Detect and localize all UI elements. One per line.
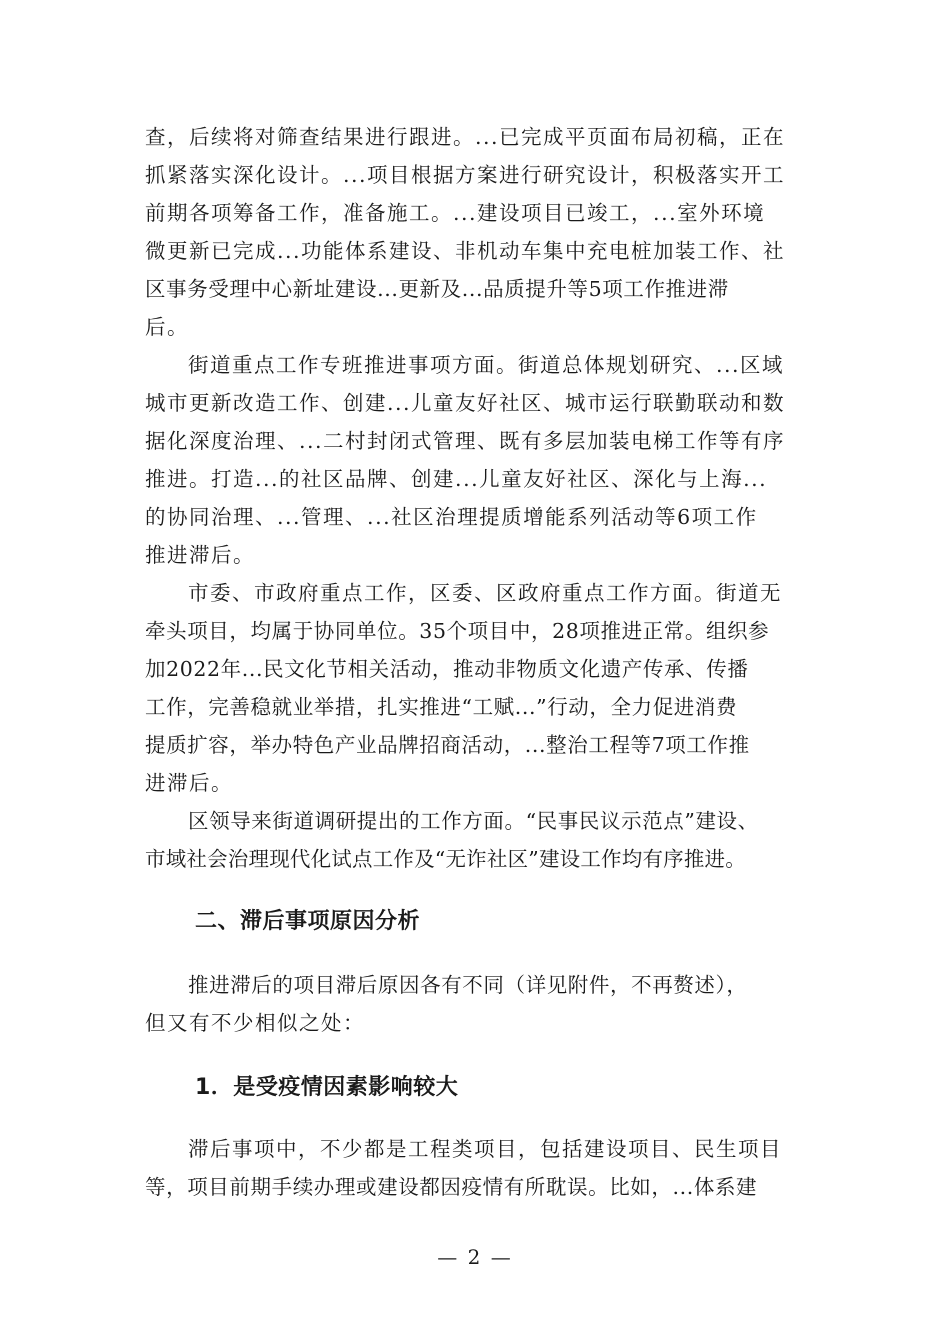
text-line: 据化深度治理、...二村封闭式管理、既有多层加装电梯工作等有序 — [145, 429, 786, 453]
text-line: 查，后续将对筛查结果进行跟进。...已完成平页面布局初稿，正在 — [145, 125, 786, 149]
text-line: 等，项目前期手续办理或建设都因疫情有所耽误。比如，...体系建 — [145, 1175, 758, 1199]
text-line: 微更新已完成...功能体系建设、非机动车集中充电桩加装工作、社 — [145, 239, 786, 263]
text-line: 区事务受理中心新址建设...更新及...品质提升等5项工作推进滞 — [145, 277, 729, 301]
text-line: 推进滞后。 — [145, 543, 255, 567]
text-line: 牵头项目，均属于协同单位。35个项目中，28项推进正常。组织参 — [145, 619, 770, 643]
paragraph-municipal-key-work — [145, 574, 810, 802]
text-line: 提质扩容，举办特色产业品牌招商活动，...整治工程等7项工作推 — [145, 733, 750, 757]
text-line: 市委、市政府重点工作，区委、区政府重点工作方面。街道无 — [188, 581, 782, 605]
text-line: 城市更新改造工作、创建...儿童友好社区、城市运行联勤联动和数 — [145, 391, 786, 415]
text-line: 区领导来街道调研提出的工作方面。“民事民议示范点”建设、 — [188, 809, 759, 833]
section-heading: 二、滞后事项原因分析 — [195, 909, 421, 934]
page-number: — 2 — — [437, 1245, 513, 1269]
text-line: 加2022年...民文化节相关活动，推动非物质文化遗产传承、传播 — [145, 657, 749, 681]
paragraph-continuation — [145, 118, 810, 346]
text-line: 市域社会治理现代化试点工作及“无诈社区”建设工作均有序推进。 — [145, 847, 746, 871]
subheading: 1．是受疫情因素影响较大 — [195, 1075, 459, 1100]
paragraph-street-key-work — [145, 346, 810, 574]
paragraph-district-leader-work — [145, 802, 810, 878]
text-line: 滞后事项中，不少都是工程类项目，包括建设项目、民生项目 — [188, 1137, 782, 1161]
text-line: 工作，完善稳就业举措，扎实推进“工赋...”行动，全力促进消费 — [145, 695, 738, 719]
text-line: 后。 — [145, 315, 189, 339]
document-body — [145, 118, 810, 1206]
text-line: 推进滞后的项目滞后原因各有不同（详见附件，不再赘述）， — [188, 973, 748, 997]
text-line: 的协同治理、...管理、...社区治理提质增能系列活动等6项工作 — [145, 505, 758, 529]
text-line: 前期各项筹备工作，准备施工。...建设项目已竣工，...室外环境 — [145, 201, 766, 225]
paragraph-epidemic-impact — [145, 1130, 810, 1206]
text-line: 街道重点工作专班推进事项方面。街道总体规划研究、...区域 — [188, 353, 785, 377]
text-line: 推进。打造...的社区品牌、创建...儿童友好社区、深化与上海... — [145, 467, 768, 491]
text-line: 进滞后。 — [145, 771, 233, 795]
text-line: 抓紧落实深化设计。...项目根据方案进行研究设计，积极落实开工 — [145, 163, 786, 187]
text-line: 但又有不少相似之处： — [145, 1011, 365, 1035]
paragraph-delay-reasons-intro — [145, 966, 810, 1042]
